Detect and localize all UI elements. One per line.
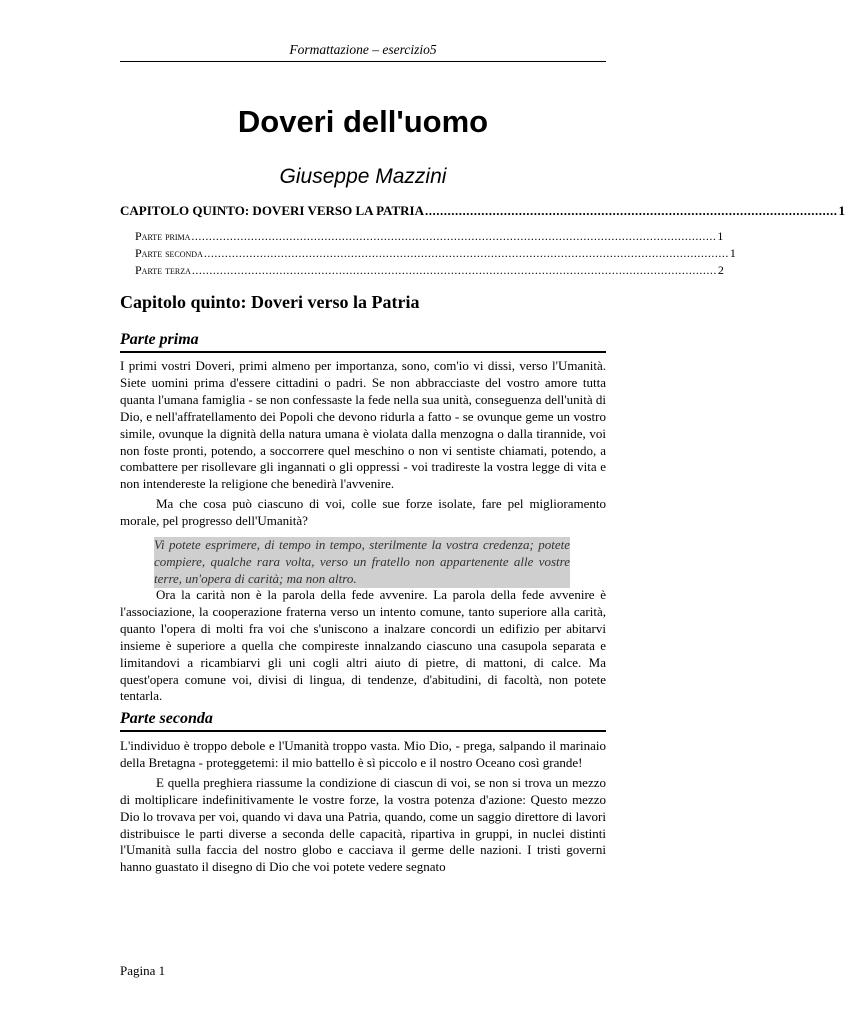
running-header: Formattazione – esercizio5 <box>289 42 437 57</box>
section-heading-parte-seconda: Parte seconda <box>120 710 213 727</box>
toc-leader-dots: .............................................................................................................. <box>425 203 838 218</box>
section-body-parte-prima <box>120 358 606 533</box>
paragraph: Ora la carità non è la parola della fede avvenire. La parola della fede avvenire è l'associazione, la cooperazione fraterna verso un intento comune, tanto superiore alla carità, quanto l'opera di molti fra voi che s'uniscono a inalzare concordi un edifizio per abitarvi insieme è superiore a quella che compireste innalzando ciascuno una casupola separata e limitandovi a ricambiarvi gli uni cogli altri aiuto di pietre, di mattoni, di calce. Ma quest'opera comune voi, divisi di lingua, di tendenze, d'abitudini, di facoltà, non potete tentarla. <box>120 587 606 704</box>
toc-entry-parte-terza[interactable] <box>135 263 724 278</box>
toc-entry-label: Parte terza <box>135 263 191 277</box>
page-footer: Pagina 1 <box>120 963 166 978</box>
document-page <box>120 0 845 1024</box>
toc-entry-page: 1 <box>717 229 724 243</box>
paragraph: E quella preghiera riassume la condizione di ciascun di voi, se non si trova un mezzo di moltiplicare indefinitivamente le vostre forze, la vostra potenza d'azione: Questo mezzo Dio lo trovava per voi, quando vi dava una Patria, quando, come un saggio direttore di lavori distribuisce le parti diverse a seconda delle capacità, ripartiva in gruppi, in nuclei distinti l'Umanità sulla faccia del nostro globo e cacciava il germe delle nazioni. I tristi governi hanno guastato il disegno di Dio che voi potete vedere segnato <box>120 774 606 875</box>
paragraph: L'individuo è troppo debole e l'Umanità troppo vasta. Mio Dio, - prega, salpando il marinaio della Bretagna - proteggetemi: il mio battello è sì piccolo e il nostro Oceano così grande! <box>120 738 606 770</box>
toc-entry-label: Parte prima <box>135 229 191 243</box>
toc-entry-page: 1 <box>838 203 845 218</box>
document-title: Doveri dell'uomo <box>237 104 489 139</box>
toc-entry-page: 1 <box>729 246 736 260</box>
toc-entry-parte-seconda[interactable] <box>135 246 736 261</box>
chapter-heading: Capitolo quinto: Doveri verso la Patria <box>120 292 420 312</box>
toc-leader-dots: ...................................................................................................................................................... <box>203 246 729 260</box>
section-body-parte-seconda <box>120 738 606 879</box>
highlighted-quote: Vi potete esprimere, di tempo in tempo, sterilmente la vostra credenza; potete compiere, qualche rara volta, verso un fratello non appartenente alle vostre terre, un'opera di carità; ma non altro. <box>154 537 570 586</box>
document-author: Giuseppe Mazzini <box>279 165 447 188</box>
toc-entry-chapter[interactable] <box>120 203 845 219</box>
section-heading-parte-prima: Parte prima <box>120 331 199 348</box>
toc-entry-page: 2 <box>717 263 724 277</box>
toc-leader-dots: ...................................................................................................................................................... <box>191 263 717 277</box>
section-rule <box>120 730 606 732</box>
toc-leader-dots: ...................................................................................................................................................... <box>191 229 717 243</box>
header-rule <box>120 61 606 62</box>
paragraph: I primi vostri Doveri, primi almeno per importanza, sono, com'io vi dissi, verso l'Umanità. Siete uomini prima d'essere cittadini o padri. Se non abbracciaste del vostro amore tutta quanta l'umana famiglia - se non confessaste la fede nella sua unità, conseguenza dell'unità di Dio, e nell'affratellamento dei Popoli che devono ridurla a fatto - se ovunque geme un vostro simile, ovunque la dignità della natura umana è violata dalla menzogna o dalla tirannide, voi non foste pronti, potendo, a soccorrere quel meschino o non vi sentiste chiamati, potendo, a combattere per risollevare gli ingannati o gli oppressi - voi tradireste la vostra legge di vita e non intendereste la religione che benedirà l'avvenire. <box>120 358 606 492</box>
section-body-parte-prima-cont <box>120 587 606 708</box>
paragraph: Ma che cosa può ciascuno di voi, colle sue forze isolate, fare pel miglioramento morale, pel progresso dell'Umanità? <box>120 496 606 529</box>
toc-entry-label: CAPITOLO QUINTO: DOVERI VERSO LA PATRIA <box>120 203 424 218</box>
toc-entry-label: Parte seconda <box>135 246 203 260</box>
toc-entry-parte-prima[interactable] <box>135 229 724 244</box>
section-rule <box>120 351 606 353</box>
